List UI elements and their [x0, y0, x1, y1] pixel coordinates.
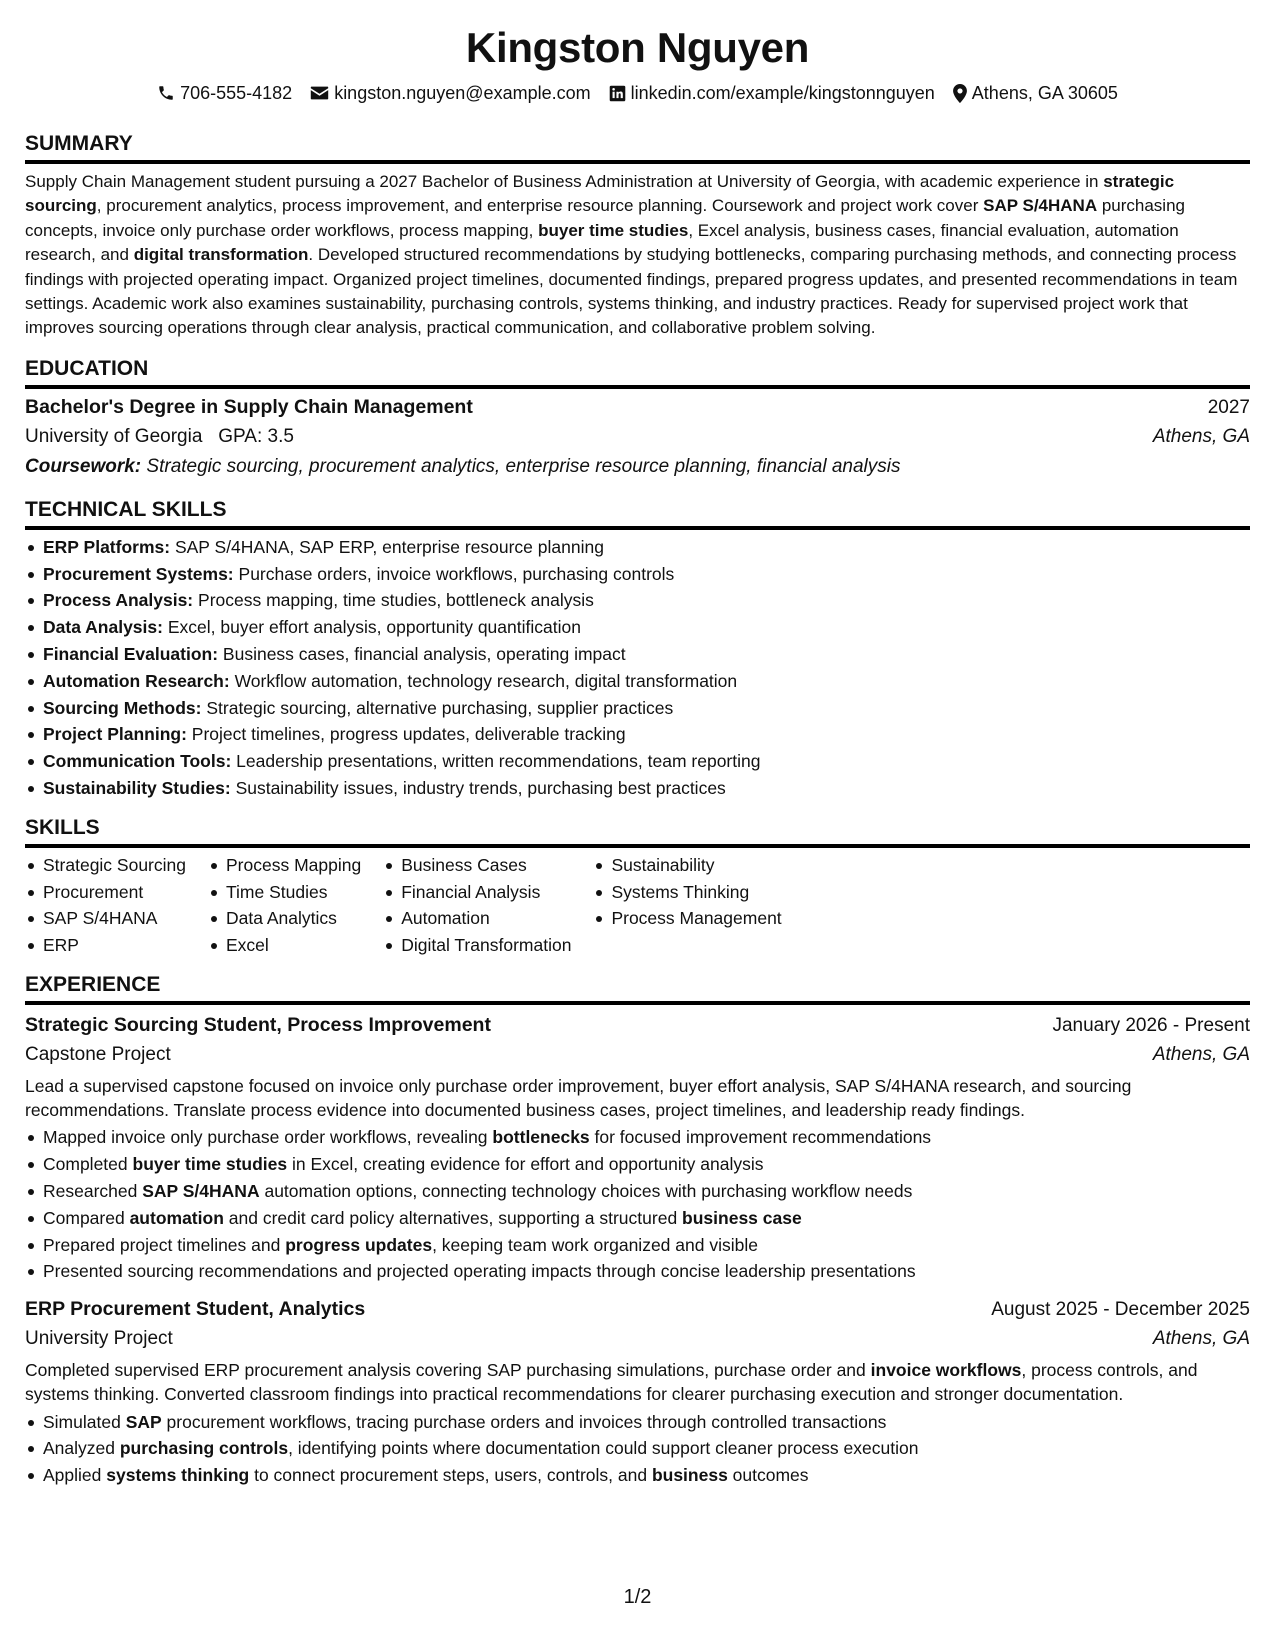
section-title-technical-skills: TECHNICAL SKILLS [25, 496, 1250, 530]
skill-category: Financial Evaluation: [43, 644, 219, 665]
list-item [25, 1435, 1250, 1462]
job-organization: Capstone Project [25, 1044, 171, 1065]
skill-item: Process Management [593, 905, 781, 932]
skill-item: Sustainability [593, 852, 781, 879]
emphasis-text: buyer time studies [132, 1154, 288, 1175]
linkedin-icon [609, 85, 626, 102]
skill-detail: Sustainability issues, industry trends, purchasing best practices [235, 778, 726, 799]
page-number: 1/2 [623, 1586, 652, 1608]
skills-column [208, 852, 361, 959]
job-bullets [25, 1124, 1250, 1285]
skills-column [383, 852, 571, 959]
summary-text [25, 170, 1250, 341]
education-section [25, 355, 1250, 482]
list-item [25, 1462, 1250, 1489]
emphasis-text: systems thinking [106, 1465, 250, 1486]
experience-section [25, 971, 1250, 1489]
emphasis-text: business case [682, 1207, 802, 1228]
text-segment: Completed supervised ERP procurement analysis covering SAP purchasing simulations, purchase order and [25, 1360, 871, 1381]
job-entry [25, 1011, 1250, 1285]
job-dates: August 2025 - December 2025 [991, 1299, 1250, 1321]
list-item [25, 721, 1250, 748]
job-organization: University Project [25, 1328, 173, 1350]
job-entry [25, 1295, 1250, 1489]
text-segment: in Excel, creating evidence for effort and opportunity analysis [287, 1154, 764, 1175]
coursework-label: Coursework: [25, 455, 142, 477]
skill-category: Sustainability Studies: [43, 778, 231, 799]
skill-item: Systems Thinking [593, 879, 781, 906]
contact-location [953, 80, 1118, 106]
text-segment: and credit card policy alternatives, supporting a structured [223, 1207, 683, 1228]
skill-detail: Purchase orders, invoice workflows, purchasing controls [238, 563, 675, 584]
text-segment: . Developed structured recommendations by studying bottlenecks, comparing purchasing methods, and connecting process findings with projected operating impact. Organized project timelines, documented findings, prepared progress updates, and presented recommendations in team settings. Academic work also examines sustainability, purchasing controls, systems thinking, and industry practices. Ready for supervised project work that improves sourcing operations through clear analysis, practical communication, and collaborative problem solving. [25, 245, 1238, 338]
school-location: Athens, GA [1152, 425, 1250, 447]
skill-detail: Workflow automation, technology research, digital transformation [234, 670, 738, 691]
job-title: Strategic Sourcing Student, Process Improvement [25, 1014, 491, 1036]
text-segment: , keeping team work organized and visible [432, 1234, 758, 1255]
contact-email-text[interactable]: kingston.nguyen@example.com [334, 83, 591, 103]
text-segment: procurement workflows, tracing purchase orders and invoices through controlled transactions [161, 1411, 887, 1432]
text-segment: , Excel analysis, business cases, financial evaluation, automation research, and [25, 220, 1179, 265]
skill-category: Automation Research: [43, 670, 230, 691]
list-item [25, 668, 1250, 695]
coursework-text: Strategic sourcing, procurement analytics, enterprise resource planning, financial analysis [146, 455, 901, 477]
text-segment: Mapped invoice only purchase order workflows, revealing [43, 1127, 493, 1148]
section-title-skills: SKILLS [25, 814, 1250, 848]
text-segment: outcomes [727, 1465, 809, 1486]
skill-item: Business Cases [383, 852, 571, 879]
list-item [25, 1205, 1250, 1232]
skills-grid [25, 852, 1250, 959]
emphasis-text: buyer time studies [538, 220, 689, 240]
skill-detail: Process mapping, time studies, bottleneck analysis [198, 590, 594, 611]
skill-item: Digital Transformation [383, 932, 571, 959]
emphasis-text: strategic sourcing [25, 172, 1175, 216]
list-item [25, 614, 1250, 641]
emphasis-text: purchasing controls [119, 1438, 289, 1459]
section-title-education: EDUCATION [25, 355, 1250, 389]
skill-category: Project Planning: [43, 724, 187, 745]
text-segment: , identifying points where documentation could support cleaner process execution [288, 1438, 919, 1459]
job-title: ERP Procurement Student, Analytics [25, 1298, 366, 1321]
list-item [25, 1409, 1250, 1436]
skill-item: Process Mapping [208, 852, 361, 879]
technical-skills-section [25, 496, 1250, 802]
list-item [25, 587, 1250, 614]
text-segment: purchasing concepts, invoice only purchase order workflows, process mapping, [25, 196, 1185, 240]
contact-location-text: Athens, GA 30605 [971, 83, 1118, 103]
skill-detail: Excel, buyer effort analysis, opportunity quantification [167, 617, 581, 638]
list-item [25, 748, 1250, 775]
skill-detail: SAP S/4HANA, SAP ERP, enterprise resource planning [174, 536, 604, 557]
text-segment: Researched [43, 1181, 143, 1201]
text-segment: Simulated [43, 1411, 126, 1432]
text-segment: Completed [43, 1154, 133, 1175]
candidate-name: Kingston Nguyen [465, 24, 810, 71]
contact-bar [25, 80, 1250, 106]
resume-page [25, 20, 1250, 1489]
contact-linkedin[interactable] [609, 80, 935, 106]
map-pin-icon [953, 84, 967, 103]
skill-item: Strategic Sourcing [25, 852, 186, 879]
list-item [25, 534, 1250, 561]
skills-column [25, 852, 186, 959]
list-item [25, 1151, 1250, 1178]
emphasis-text: automation [129, 1207, 224, 1228]
list-item [25, 641, 1250, 668]
skill-item: Automation [383, 905, 571, 932]
list-item [25, 1178, 1250, 1205]
text-segment: Analyzed [43, 1438, 120, 1459]
skills-section [25, 814, 1250, 959]
section-title-summary: SUMMARY [25, 130, 1250, 164]
summary-section [25, 130, 1250, 341]
contact-phone [157, 80, 292, 106]
list-item [25, 695, 1250, 722]
text-segment: Applied [43, 1465, 107, 1486]
skill-item: Excel [208, 932, 361, 959]
text-segment: Supply Chain Management student pursuing a 2027 Bachelor of Business Administration at University of Georgia, with academic experience in [25, 172, 1104, 191]
emphasis-text: invoice workflows [870, 1360, 1022, 1381]
envelope-icon [310, 85, 329, 101]
job-location: Athens, GA [1152, 1044, 1250, 1065]
skill-category: Communication Tools: [43, 751, 232, 772]
job-dates: January 2026 - Present [1052, 1015, 1250, 1036]
text-segment: Compared [43, 1207, 130, 1228]
skill-detail: Leadership presentations, written recommendations, team reporting [236, 751, 761, 772]
text-segment: automation options, connecting technology choices with purchasing workflow needs [259, 1181, 913, 1201]
emphasis-text: SAP S/4HANA [983, 196, 1098, 216]
text-segment: Lead a supervised capstone focused on invoice only purchase order improvement, buyer effort analysis, SAP S/4HANA research, and sourcing recommendations. Translate process evidence into documented business cases, project timelines, and leadership ready findings. [25, 1076, 1132, 1121]
list-item [25, 1258, 1250, 1285]
contact-linkedin-text[interactable]: linkedin.com/example/kingstonnguyen [630, 83, 935, 103]
coursework-line [25, 452, 1250, 482]
text-segment: for focused improvement recommendations [589, 1127, 932, 1148]
skill-item: ERP [25, 932, 186, 959]
skill-category: Data Analysis: [43, 617, 163, 638]
emphasis-text: digital transformation [133, 245, 309, 265]
job-location: Athens, GA [1152, 1328, 1250, 1350]
school-line [25, 422, 294, 452]
section-title-experience: EXPERIENCE [25, 971, 1250, 1005]
skill-item: Financial Analysis [383, 879, 571, 906]
skill-item: SAP S/4HANA [25, 905, 186, 932]
list-item [25, 1124, 1250, 1151]
emphasis-text: progress updates [285, 1234, 433, 1255]
list-item [25, 775, 1250, 802]
skill-item: Procurement [25, 879, 186, 906]
text-segment: Prepared project timelines and [43, 1234, 286, 1255]
skill-category: Procurement Systems: [43, 563, 234, 584]
job-summary [25, 1074, 1250, 1122]
text-segment: , procurement analytics, process improvement, and enterprise resource planning. Coursework and project work cover [96, 196, 984, 216]
list-item [25, 561, 1250, 588]
emphasis-text: SAP [125, 1411, 162, 1432]
text-segment: , process controls, and systems thinking. Converted classroom findings into practical recommendations for clearer purchasing execution and stronger documentation. [25, 1360, 1198, 1405]
technical-skills-list [25, 534, 1250, 802]
skill-category: Process Analysis: [43, 590, 194, 611]
job-summary [25, 1358, 1250, 1406]
school-name: University of Georgia [25, 425, 203, 447]
phone-icon [157, 84, 175, 102]
skill-item: Data Analytics [208, 905, 361, 932]
skill-item: Time Studies [208, 879, 361, 906]
list-item [25, 1232, 1250, 1259]
contact-phone-text: 706-555-4182 [180, 83, 293, 103]
text-segment: Presented sourcing recommendations and projected operating impacts through concise leadership presentations [43, 1261, 916, 1282]
contact-email[interactable] [310, 80, 590, 106]
job-bullets [25, 1409, 1250, 1489]
graduation-year: 2027 [1207, 396, 1250, 418]
gpa: GPA: 3.5 [218, 425, 294, 447]
skill-category: Sourcing Methods: [43, 697, 202, 718]
skills-column [593, 852, 781, 959]
skill-detail: Strategic sourcing, alternative purchasing, supplier practices [206, 697, 674, 718]
degree-title: Bachelor's Degree in Supply Chain Management [25, 395, 473, 418]
emphasis-text: business [651, 1465, 728, 1486]
skill-detail: Business cases, financial analysis, operating impact [222, 644, 626, 665]
skill-detail: Project timelines, progress updates, deliverable tracking [191, 724, 626, 745]
text-segment: to connect procurement steps, users, controls, and [249, 1465, 652, 1486]
skill-category: ERP Platforms: [43, 536, 171, 557]
emphasis-text: bottlenecks [492, 1127, 590, 1148]
emphasis-text: SAP S/4HANA [142, 1181, 260, 1201]
